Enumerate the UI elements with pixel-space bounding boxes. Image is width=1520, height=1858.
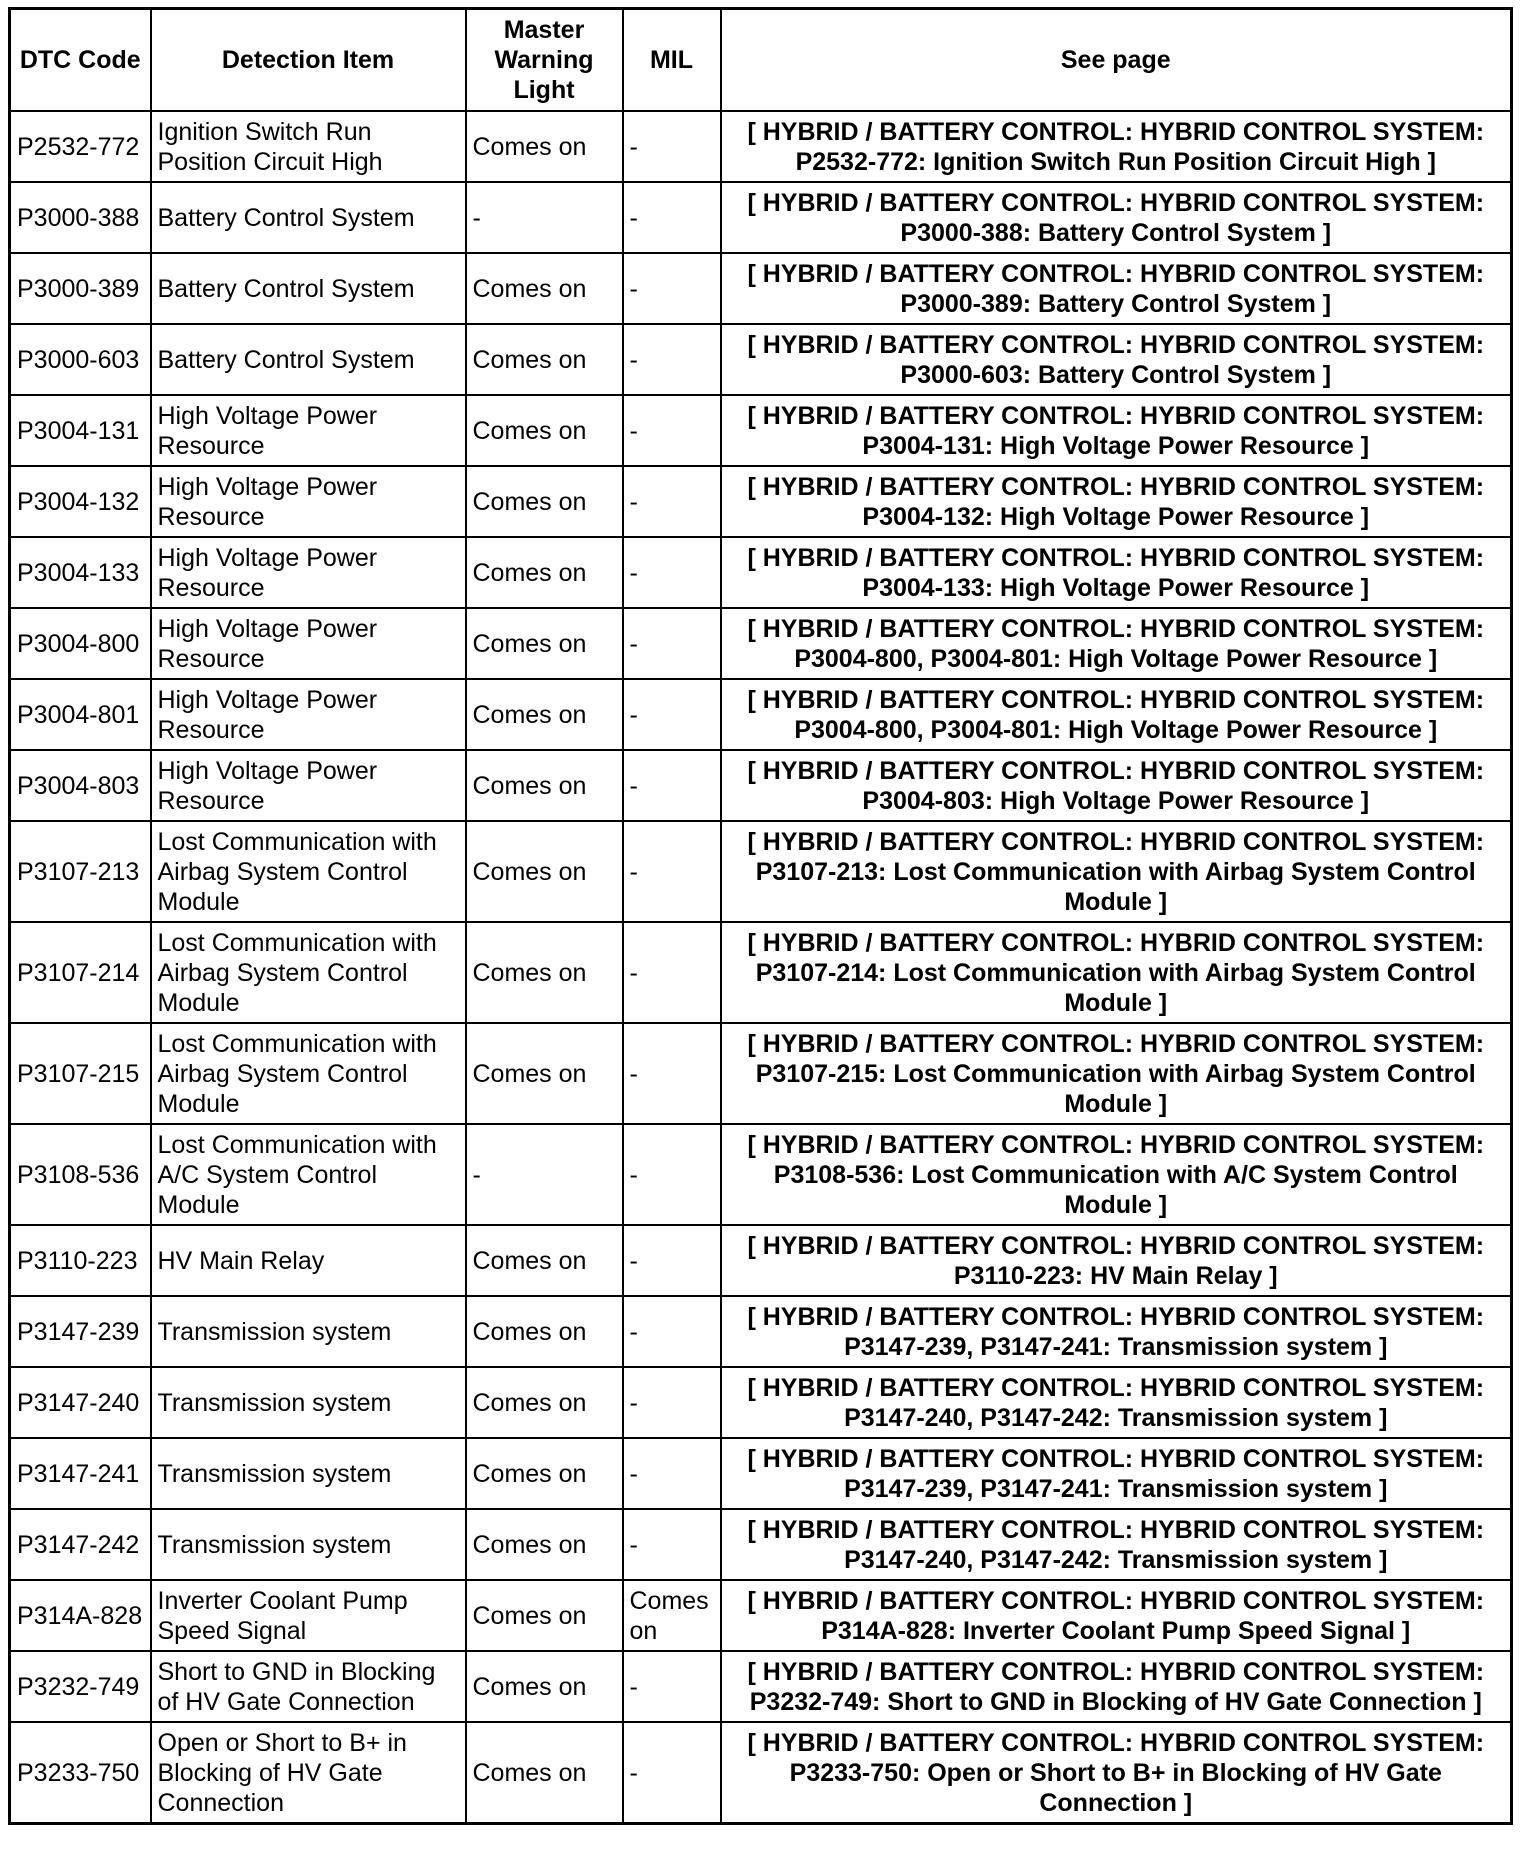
table-body bbox=[10, 111, 1512, 1824]
see-page-cell[interactable]: [ HYBRID / BATTERY CONTROL: HYBRID CONTROL SYSTEM: P3000-603: Battery Control System ] bbox=[721, 324, 1512, 395]
table-row bbox=[10, 1651, 1512, 1722]
detection-item-cell: Lost Communication with Airbag System Control Module bbox=[151, 1023, 466, 1124]
see-page-cell[interactable]: [ HYBRID / BATTERY CONTROL: HYBRID CONTROL SYSTEM: P3110-223: HV Main Relay ] bbox=[721, 1225, 1512, 1296]
see-page-cell[interactable]: [ HYBRID / BATTERY CONTROL: HYBRID CONTROL SYSTEM: P3108-536: Lost Communication with A/C System Control Module ] bbox=[721, 1124, 1512, 1225]
detection-item-cell: Battery Control System bbox=[151, 182, 466, 253]
table-row bbox=[10, 324, 1512, 395]
table-row bbox=[10, 821, 1512, 922]
dtc-code-cell: P3004-803 bbox=[10, 750, 151, 821]
master-warning-light-cell: Comes on bbox=[466, 922, 623, 1023]
detection-item-cell: Open or Short to B+ in Blocking of HV Gate Connection bbox=[151, 1722, 466, 1824]
master-warning-light-cell: Comes on bbox=[466, 1023, 623, 1124]
see-page-cell[interactable]: [ HYBRID / BATTERY CONTROL: HYBRID CONTROL SYSTEM: P2532-772: Ignition Switch Run Position Circuit High ] bbox=[721, 111, 1512, 182]
master-warning-light-cell: Comes on bbox=[466, 537, 623, 608]
mil-cell: - bbox=[623, 324, 721, 395]
mil-cell: - bbox=[623, 750, 721, 821]
master-warning-light-cell: Comes on bbox=[466, 1722, 623, 1824]
detection-item-cell: Battery Control System bbox=[151, 253, 466, 324]
table-row bbox=[10, 608, 1512, 679]
dtc-code-cell: P3000-389 bbox=[10, 253, 151, 324]
dtc-code-cell: P3000-603 bbox=[10, 324, 151, 395]
see-page-cell[interactable]: [ HYBRID / BATTERY CONTROL: HYBRID CONTROL SYSTEM: P3004-803: High Voltage Power Resource ] bbox=[721, 750, 1512, 821]
detection-item-cell: High Voltage Power Resource bbox=[151, 750, 466, 821]
master-warning-light-cell: Comes on bbox=[466, 395, 623, 466]
detection-item-cell: Transmission system bbox=[151, 1367, 466, 1438]
table-row bbox=[10, 1225, 1512, 1296]
detection-item-cell: Short to GND in Blocking of HV Gate Connection bbox=[151, 1651, 466, 1722]
see-page-cell[interactable]: [ HYBRID / BATTERY CONTROL: HYBRID CONTROL SYSTEM: P3107-214: Lost Communication with Airbag System Control Module ] bbox=[721, 922, 1512, 1023]
dtc-code-cell: P3232-749 bbox=[10, 1651, 151, 1722]
mil-cell: - bbox=[623, 922, 721, 1023]
mil-cell: - bbox=[623, 466, 721, 537]
mil-cell: - bbox=[623, 608, 721, 679]
see-page-cell[interactable]: [ HYBRID / BATTERY CONTROL: HYBRID CONTROL SYSTEM: P3147-240, P3147-242: Transmission system ] bbox=[721, 1509, 1512, 1580]
dtc-code-cell: P3147-241 bbox=[10, 1438, 151, 1509]
detection-item-cell: Ignition Switch Run Position Circuit High bbox=[151, 111, 466, 182]
table-row bbox=[10, 182, 1512, 253]
header-mil: MIL bbox=[623, 9, 721, 112]
dtc-code-cell: P3233-750 bbox=[10, 1722, 151, 1824]
mil-cell: - bbox=[623, 1651, 721, 1722]
dtc-code-cell: P3108-536 bbox=[10, 1124, 151, 1225]
master-warning-light-cell: Comes on bbox=[466, 1296, 623, 1367]
dtc-code-cell: P3147-242 bbox=[10, 1509, 151, 1580]
master-warning-light-cell: Comes on bbox=[466, 466, 623, 537]
mil-cell: Comes on bbox=[623, 1580, 721, 1651]
see-page-cell[interactable]: [ HYBRID / BATTERY CONTROL: HYBRID CONTROL SYSTEM: P3232-749: Short to GND in Blocking of HV Gate Connection ] bbox=[721, 1651, 1512, 1722]
see-page-cell[interactable]: [ HYBRID / BATTERY CONTROL: HYBRID CONTROL SYSTEM: P3004-131: High Voltage Power Resource ] bbox=[721, 395, 1512, 466]
mil-cell: - bbox=[623, 253, 721, 324]
see-page-cell[interactable]: [ HYBRID / BATTERY CONTROL: HYBRID CONTROL SYSTEM: P3000-388: Battery Control System ] bbox=[721, 182, 1512, 253]
detection-item-cell: Inverter Coolant Pump Speed Signal bbox=[151, 1580, 466, 1651]
master-warning-light-cell: Comes on bbox=[466, 1651, 623, 1722]
table-row bbox=[10, 1722, 1512, 1824]
see-page-cell[interactable]: [ HYBRID / BATTERY CONTROL: HYBRID CONTROL SYSTEM: P3004-133: High Voltage Power Resource ] bbox=[721, 537, 1512, 608]
detection-item-cell: Lost Communication with Airbag System Control Module bbox=[151, 922, 466, 1023]
see-page-cell[interactable]: [ HYBRID / BATTERY CONTROL: HYBRID CONTROL SYSTEM: P3107-213: Lost Communication with Airbag System Control Module ] bbox=[721, 821, 1512, 922]
see-page-cell[interactable]: [ HYBRID / BATTERY CONTROL: HYBRID CONTROL SYSTEM: P3233-750: Open or Short to B+ in Blocking of HV Gate Connection ] bbox=[721, 1722, 1512, 1824]
master-warning-light-cell: Comes on bbox=[466, 1509, 623, 1580]
mil-cell: - bbox=[623, 1509, 721, 1580]
dtc-code-cell: P3107-215 bbox=[10, 1023, 151, 1124]
table-row bbox=[10, 253, 1512, 324]
see-page-cell[interactable]: [ HYBRID / BATTERY CONTROL: HYBRID CONTROL SYSTEM: P3004-800, P3004-801: High Voltage Power Resource ] bbox=[721, 679, 1512, 750]
detection-item-cell: Transmission system bbox=[151, 1509, 466, 1580]
master-warning-light-cell: - bbox=[466, 1124, 623, 1225]
master-warning-light-cell: Comes on bbox=[466, 750, 623, 821]
dtc-code-cell: P314A-828 bbox=[10, 1580, 151, 1651]
table-row bbox=[10, 466, 1512, 537]
table-row bbox=[10, 679, 1512, 750]
table-row bbox=[10, 1580, 1512, 1651]
master-warning-light-cell: Comes on bbox=[466, 1367, 623, 1438]
master-warning-light-cell: Comes on bbox=[466, 253, 623, 324]
master-warning-light-cell: Comes on bbox=[466, 821, 623, 922]
see-page-cell[interactable]: [ HYBRID / BATTERY CONTROL: HYBRID CONTROL SYSTEM: P3107-215: Lost Communication with Airbag System Control Module ] bbox=[721, 1023, 1512, 1124]
header-see-page: See page bbox=[721, 9, 1512, 112]
detection-item-cell: Lost Communication with Airbag System Control Module bbox=[151, 821, 466, 922]
master-warning-light-cell: Comes on bbox=[466, 679, 623, 750]
dtc-code-cell: P3000-388 bbox=[10, 182, 151, 253]
header-master-warning-light: Master Warning Light bbox=[466, 9, 623, 112]
header-dtc-code: DTC Code bbox=[10, 9, 151, 112]
dtc-code-cell: P2532-772 bbox=[10, 111, 151, 182]
see-page-cell[interactable]: [ HYBRID / BATTERY CONTROL: HYBRID CONTROL SYSTEM: P3147-239, P3147-241: Transmission system ] bbox=[721, 1296, 1512, 1367]
master-warning-light-cell: Comes on bbox=[466, 608, 623, 679]
detection-item-cell: High Voltage Power Resource bbox=[151, 608, 466, 679]
dtc-code-cell: P3107-213 bbox=[10, 821, 151, 922]
mil-cell: - bbox=[623, 1367, 721, 1438]
mil-cell: - bbox=[623, 111, 721, 182]
detection-item-cell: Lost Communication with A/C System Control Module bbox=[151, 1124, 466, 1225]
master-warning-light-cell: - bbox=[466, 182, 623, 253]
dtc-code-cell: P3004-131 bbox=[10, 395, 151, 466]
master-warning-light-cell: Comes on bbox=[466, 111, 623, 182]
detection-item-cell: High Voltage Power Resource bbox=[151, 537, 466, 608]
header-detection-item: Detection Item bbox=[151, 9, 466, 112]
mil-cell: - bbox=[623, 1296, 721, 1367]
dtc-code-cell: P3110-223 bbox=[10, 1225, 151, 1296]
mil-cell: - bbox=[623, 1023, 721, 1124]
header-row bbox=[10, 9, 1512, 112]
table-row bbox=[10, 1296, 1512, 1367]
see-page-cell[interactable]: [ HYBRID / BATTERY CONTROL: HYBRID CONTROL SYSTEM: P3147-240, P3147-242: Transmission system ] bbox=[721, 1367, 1512, 1438]
mil-cell: - bbox=[623, 1225, 721, 1296]
master-warning-light-cell: Comes on bbox=[466, 1438, 623, 1509]
detection-item-cell: Transmission system bbox=[151, 1438, 466, 1509]
table-row bbox=[10, 922, 1512, 1023]
table-row bbox=[10, 537, 1512, 608]
dtc-code-cell: P3107-214 bbox=[10, 922, 151, 1023]
table-row bbox=[10, 1438, 1512, 1509]
dtc-table bbox=[8, 7, 1513, 1825]
detection-item-cell: Transmission system bbox=[151, 1296, 466, 1367]
mil-cell: - bbox=[623, 679, 721, 750]
see-page-cell[interactable]: [ HYBRID / BATTERY CONTROL: HYBRID CONTROL SYSTEM: P3004-800, P3004-801: High Voltage Power Resource ] bbox=[721, 608, 1512, 679]
mil-cell: - bbox=[623, 537, 721, 608]
table-row bbox=[10, 1124, 1512, 1225]
see-page-cell[interactable]: [ HYBRID / BATTERY CONTROL: HYBRID CONTROL SYSTEM: P3000-389: Battery Control System ] bbox=[721, 253, 1512, 324]
table-row bbox=[10, 1367, 1512, 1438]
table-row bbox=[10, 750, 1512, 821]
dtc-code-cell: P3004-132 bbox=[10, 466, 151, 537]
see-page-cell[interactable]: [ HYBRID / BATTERY CONTROL: HYBRID CONTROL SYSTEM: P3147-239, P3147-241: Transmission system ] bbox=[721, 1438, 1512, 1509]
dtc-code-cell: P3147-240 bbox=[10, 1367, 151, 1438]
master-warning-light-cell: Comes on bbox=[466, 1225, 623, 1296]
mil-cell: - bbox=[623, 1124, 721, 1225]
dtc-code-cell: P3004-800 bbox=[10, 608, 151, 679]
table-row bbox=[10, 1509, 1512, 1580]
table-row bbox=[10, 111, 1512, 182]
detection-item-cell: High Voltage Power Resource bbox=[151, 395, 466, 466]
detection-item-cell: HV Main Relay bbox=[151, 1225, 466, 1296]
dtc-code-cell: P3004-133 bbox=[10, 537, 151, 608]
mil-cell: - bbox=[623, 395, 721, 466]
master-warning-light-cell: Comes on bbox=[466, 1580, 623, 1651]
detection-item-cell: High Voltage Power Resource bbox=[151, 466, 466, 537]
mil-cell: - bbox=[623, 182, 721, 253]
mil-cell: - bbox=[623, 1438, 721, 1509]
dtc-code-cell: P3147-239 bbox=[10, 1296, 151, 1367]
table-row bbox=[10, 395, 1512, 466]
see-page-cell[interactable]: [ HYBRID / BATTERY CONTROL: HYBRID CONTROL SYSTEM: P314A-828: Inverter Coolant Pump Speed Signal ] bbox=[721, 1580, 1512, 1651]
mil-cell: - bbox=[623, 821, 721, 922]
see-page-cell[interactable]: [ HYBRID / BATTERY CONTROL: HYBRID CONTROL SYSTEM: P3004-132: High Voltage Power Resource ] bbox=[721, 466, 1512, 537]
dtc-code-cell: P3004-801 bbox=[10, 679, 151, 750]
detection-item-cell: High Voltage Power Resource bbox=[151, 679, 466, 750]
detection-item-cell: Battery Control System bbox=[151, 324, 466, 395]
table-row bbox=[10, 1023, 1512, 1124]
mil-cell: - bbox=[623, 1722, 721, 1824]
master-warning-light-cell: Comes on bbox=[466, 324, 623, 395]
